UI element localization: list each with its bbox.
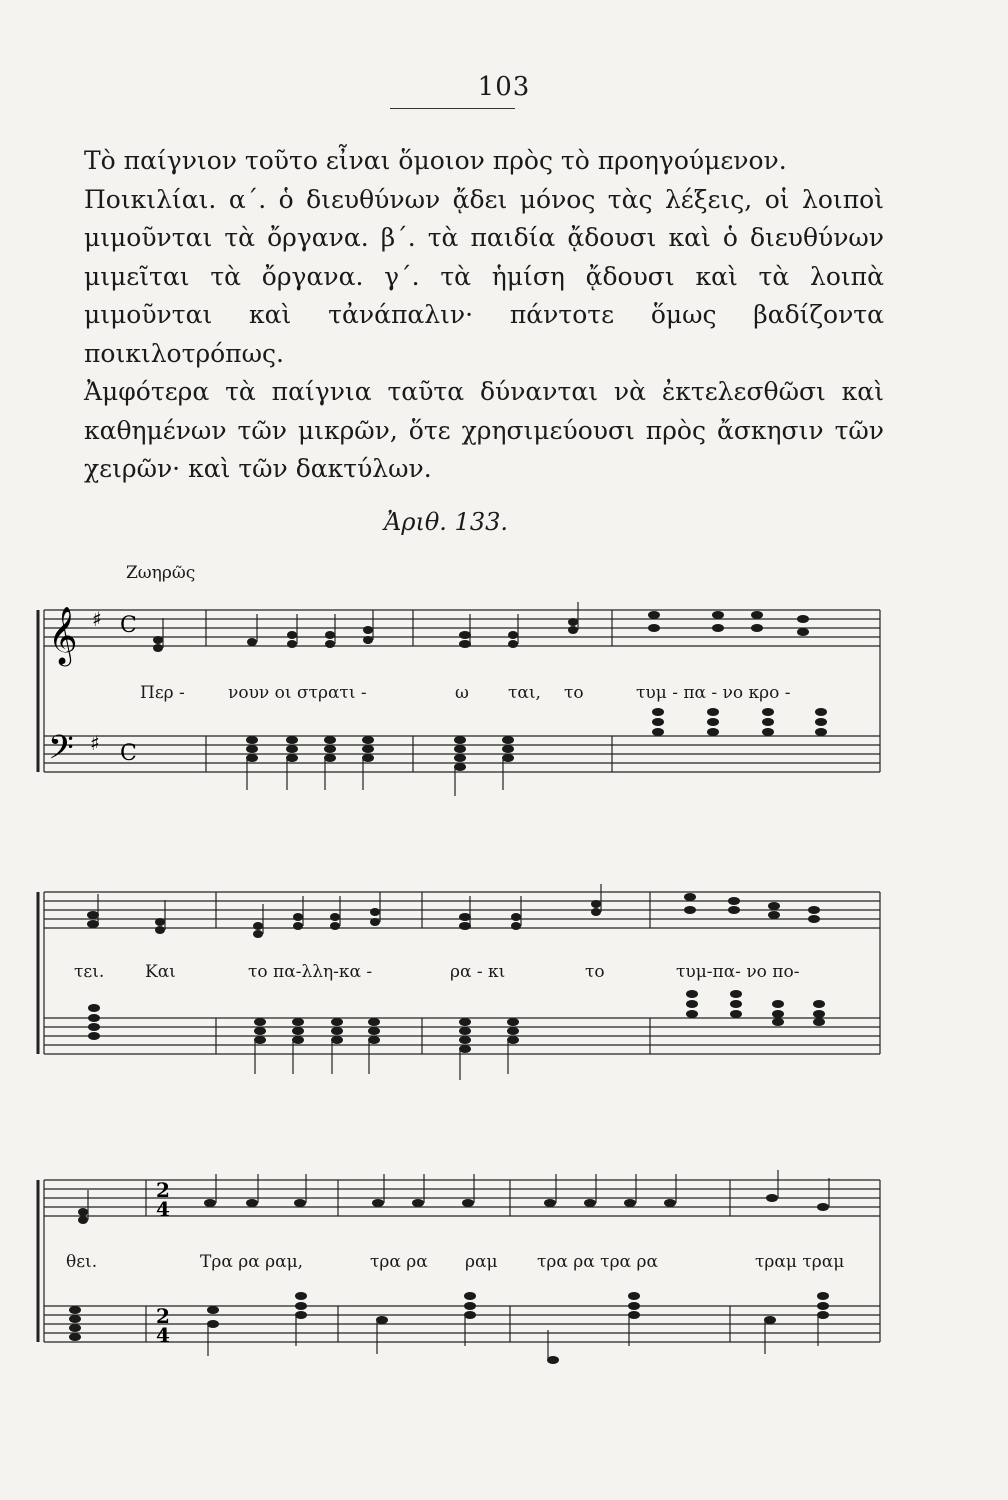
- lyric-6: τυμ-πα- νο πο-: [676, 962, 800, 982]
- time-sig-top-bass: 2: [156, 1304, 170, 1328]
- svg-text:C: C: [120, 741, 137, 766]
- lyric-2: νουν οι στρατι -: [228, 683, 367, 703]
- page-number-rule: [390, 108, 515, 109]
- time-sig-bottom-bass: 4: [156, 1323, 170, 1347]
- lyric-5: το: [564, 683, 584, 703]
- lyric-2: Και: [145, 962, 176, 982]
- system-2-staves: [30, 882, 890, 1092]
- time-sig-bottom-treble: 4: [156, 1197, 170, 1221]
- paragraph-3: Ἀμφότερα τὰ παίγνια ταῦτα δύνανται νὰ ἐκτελεσθῶσι καὶ καθημένων τῶν μικρῶν, ὅτε χρησιμεύουσι πρὸς ἄσκησιν τῶν χειρῶν· καὶ τῶν δακτύλων.: [84, 377, 884, 483]
- music-system-1: [30, 600, 890, 800]
- song-number: Ἀριθ. 133.: [384, 508, 508, 536]
- paragraph-1: Τὸ παίγνιον τοῦτο εἶναι ὅμοιον πρὸς τὸ προηγούμενον.: [84, 146, 787, 175]
- lyric-3: τρα ρα: [370, 1252, 428, 1272]
- prose-block: [84, 142, 884, 489]
- lyric-5: τρα ρα τρα ρα: [537, 1252, 658, 1272]
- tempo-marking: Ζωηρῶς: [126, 563, 196, 583]
- lyric-3: το πα-λλη-κα -: [248, 962, 373, 982]
- lyric-1: θει.: [66, 1252, 98, 1272]
- lyric-3: ω: [455, 683, 469, 703]
- music-system-3: [30, 1170, 890, 1380]
- music-system-2: [30, 882, 890, 1092]
- system-3-staves: [30, 1170, 890, 1380]
- svg-text:C: C: [120, 613, 137, 638]
- lyric-4: ρα - κι: [450, 962, 506, 982]
- lyric-6: τυμ - πα - νο κρο -: [636, 683, 791, 703]
- svg-text:𝄢: 𝄢: [48, 729, 74, 775]
- lyric-5: το: [585, 962, 605, 982]
- lyric-4: ται,: [508, 683, 541, 703]
- lyric-6: τραμ τραμ: [755, 1252, 845, 1272]
- lyric-2: Τρα ρα ραμ,: [200, 1252, 304, 1272]
- svg-text:♯: ♯: [92, 607, 102, 631]
- lyric-1: Περ -: [140, 683, 185, 703]
- page-number: 103: [477, 72, 531, 102]
- lyric-4: ραμ: [465, 1252, 498, 1272]
- paragraph-2: Ποικιλίαι. α΄. ὁ διευθύνων ᾄδει μόνος τὰς λέξεις, οἱ λοιποὶ μιμοῦνται τὰ ὄργανα. β΄. τὰ παιδία ᾄδουσι καὶ ὁ διευθύνων μιμεῖται τὰ ὄργανα. γ΄. τὰ ἡμίση ᾄδουσι καὶ τὰ λοιπὰ μιμοῦνται καὶ τἀνάπαλιν· πάντοτε ὅμως βαδίζοντα ποικιλοτρόπως.: [84, 184, 884, 368]
- time-sig-top-treble: 2: [156, 1178, 170, 1202]
- lyric-1: τει.: [74, 962, 105, 982]
- svg-text:♯: ♯: [90, 731, 100, 755]
- svg-text:𝄞: 𝄞: [48, 606, 78, 664]
